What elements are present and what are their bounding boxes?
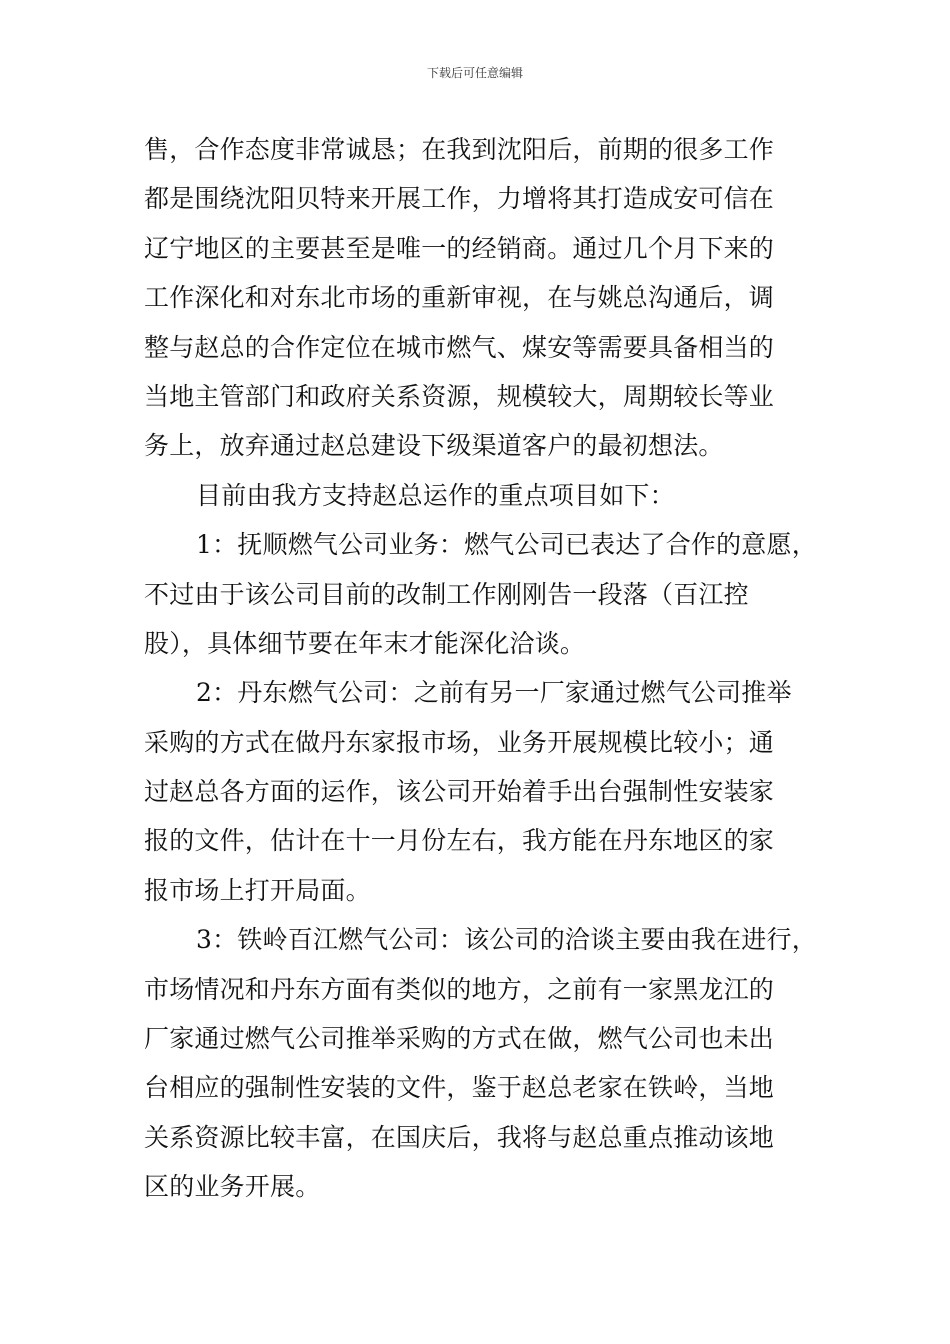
text-line: 当地主管部门和政府关系资源，规模较大，周期较长等业	[144, 381, 775, 411]
text-line: 市场情况和丹东方面有类似的地方，之前有一家黑龙江的	[144, 974, 775, 1004]
text-line: 务上，放弃通过赵总建设下级渠道客户的最初想法。	[144, 431, 724, 461]
text-line: 股），具体细节要在年末才能深化洽谈。	[144, 628, 586, 658]
text-line: 区的业务开展。	[144, 1172, 321, 1202]
paragraph-start-line: 目前由我方支持赵总运作的重点项目如下：	[196, 480, 675, 510]
text-line: 售，合作态度非常诚恳；在我到沈阳后，前期的很多工作	[144, 135, 775, 164]
page-header: 下载后可任意编辑	[426, 66, 523, 80]
text-line: 采购的方式在做丹东家报市场，业务开展规模比较小；通	[144, 727, 775, 757]
text-line: 工作深化和对东北市场的重新审视，在与姚总沟通后，调	[144, 283, 775, 313]
paragraph-start-line: 3：铁岭百江燃气公司：该公司的洽谈主要由我在进行，	[196, 925, 817, 955]
document-body	[144, 125, 817, 1212]
text-line: 不过由于该公司目前的改制工作刚刚告一段落（百江控	[144, 579, 749, 609]
text-line: 辽宁地区的主要甚至是唯一的经销商。通过几个月下来的	[144, 233, 775, 263]
text-line: 整与赵总的合作定位在城市燃气、煤安等需要具备相当的	[144, 332, 775, 362]
text-line: 关系资源比较丰富，在国庆后，我将与赵总重点推动该地	[144, 1122, 775, 1152]
paragraph-start-line: 1：抚顺燃气公司业务：燃气公司已表达了合作的意愿，	[196, 530, 817, 560]
text-line: 报的文件，估计在十一月份左右，我方能在丹东地区的家	[144, 826, 775, 856]
text-line: 厂家通过燃气公司推举采购的方式在做，燃气公司也未出	[144, 1024, 775, 1054]
text-line: 过赵总各方面的运作，该公司开始着手出台强制性安装家	[144, 777, 775, 807]
text-line: 报市场上打开局面。	[144, 875, 371, 905]
text-line: 都是围绕沈阳贝特来开展工作，力增将其打造成安可信在	[144, 184, 775, 214]
paragraph-start-line: 2：丹东燃气公司：之前有另一厂家通过燃气公司推举	[196, 678, 792, 708]
text-line: 台相应的强制性安装的文件，鉴于赵总老家在铁岭，当地	[144, 1073, 775, 1103]
